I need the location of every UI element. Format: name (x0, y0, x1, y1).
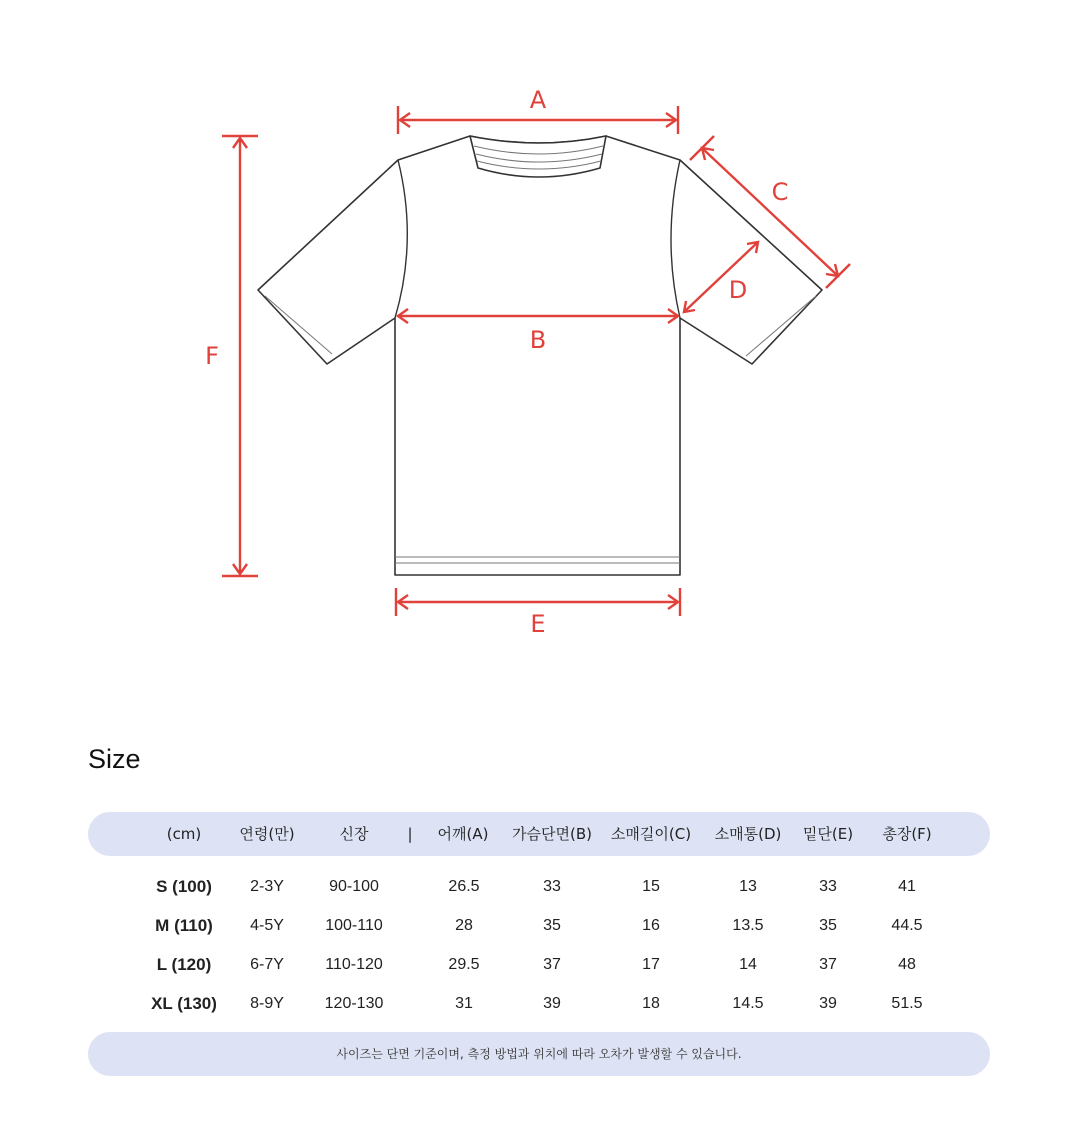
sleeve-width-value: 13 (739, 878, 757, 895)
height-value: 90-100 (329, 878, 379, 895)
chest-value: 39 (543, 995, 561, 1012)
total-length-value: 48 (898, 956, 916, 973)
tshirt-outline (258, 136, 822, 575)
height-value: 110-120 (325, 956, 383, 973)
size-row-xl (88, 989, 990, 1019)
chest-value: 33 (543, 878, 561, 895)
age-value: 6-7Y (250, 956, 284, 973)
shoulder-value: 31 (455, 995, 473, 1012)
sleeve-length-value: 16 (642, 917, 660, 934)
label-d: D (728, 276, 748, 304)
size-name: M (110) (155, 916, 213, 935)
shoulder-value: 29.5 (448, 956, 480, 973)
sleeve-length-value: 17 (642, 956, 660, 973)
size-name: L (120) (156, 955, 212, 974)
total-length-value: 51.5 (891, 995, 923, 1012)
header-hem: 밑단(E) (802, 825, 854, 843)
header-height: 신장 (339, 825, 369, 843)
hem-value: 37 (819, 956, 837, 973)
chest-value: 37 (543, 956, 561, 973)
height-value: 120-130 (324, 995, 384, 1012)
chest-value: 35 (543, 917, 561, 934)
shoulder-value: 28 (455, 917, 473, 934)
sleeve-length-value: 15 (642, 878, 660, 895)
header-total-length: 총장(F) (882, 825, 932, 843)
size-name: S (100) (156, 877, 212, 896)
total-length-value: 41 (898, 878, 916, 895)
header-unit: (cm) (166, 825, 202, 843)
sleeve-length-value: 18 (642, 995, 660, 1012)
hem-value: 39 (819, 995, 837, 1012)
tshirt-collar (470, 136, 606, 177)
label-f: F (205, 342, 219, 370)
sleeve-width-value: 13.5 (732, 917, 764, 934)
hem-value: 33 (819, 878, 837, 895)
header-sleeve-width: 소매통(D) (714, 825, 782, 843)
age-value: 4-5Y (250, 917, 284, 934)
total-length-value: 44.5 (891, 917, 923, 934)
size-note: 사이즈는 단면 기준이며, 측정 방법과 위치에 따라 오차가 발생할 수 있습니다. (88, 1032, 990, 1076)
label-a: A (529, 86, 547, 114)
label-c: C (771, 178, 789, 206)
size-row-s (88, 872, 990, 902)
header-age: 연령(만) (239, 825, 295, 843)
size-row-m (88, 911, 990, 941)
age-value: 8-9Y (250, 995, 284, 1012)
header-divider: | (407, 825, 413, 843)
size-row-l (88, 950, 990, 980)
header-shoulder: 어깨(A) (437, 825, 489, 843)
header-chest: 가슴단면(B) (512, 825, 592, 843)
size-name: XL (130) (151, 994, 217, 1013)
height-value: 100-110 (325, 917, 383, 934)
sleeve-width-value: 14 (739, 956, 757, 973)
label-e: E (530, 610, 546, 638)
size-table-header (88, 812, 990, 856)
size-section-title: Size (88, 744, 141, 774)
shoulder-value: 26.5 (448, 878, 480, 895)
hem-value: 35 (819, 917, 837, 934)
label-b: B (529, 326, 547, 354)
age-value: 2-3Y (250, 878, 284, 895)
sleeve-width-value: 14.5 (732, 995, 764, 1012)
header-sleeve-length: 소매길이(C) (610, 825, 692, 843)
